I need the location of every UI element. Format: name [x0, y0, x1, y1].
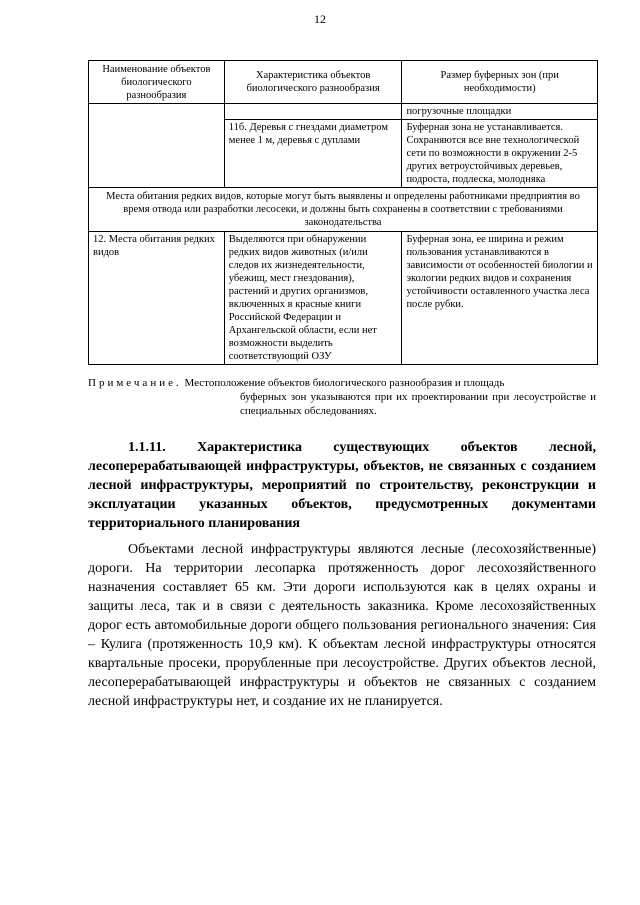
section-number: 1.1.11. [128, 440, 166, 455]
page-number: 12 [314, 12, 326, 26]
header-characteristics: Характеристика объектов биологического разнообразия [224, 61, 402, 104]
table-cell-empty [224, 104, 402, 120]
table-span-cell: Места обитания редких видов, которые могут быть выявлены и определены работниками предприятия во время отвода или разработки лесосеки, и должны быть сохранены в соответствии с требованиями законодательства [89, 188, 598, 232]
table-cell-empty [89, 104, 225, 188]
table-row [89, 232, 598, 365]
note-continuation: буферных зон указываются при их проектировании при лесоустройстве и специальных обследованиях. [240, 391, 596, 417]
note-first-line [88, 376, 596, 390]
table-note [88, 376, 596, 418]
body-paragraph: Объектами лесной инфраструктуры являются лесные (лесохозяйственные) дороги. На территории лесопарка протяженность дорог лесохозяйственного назначения составляет 65 км. Эти дороги используются как в целях охраны и защиты леса, так и в связи с деятельность заказника. Кроме лесохозяйственных дорог есть автомобильные дороги общего пользования регионального значения: Сия – Кулига (протяженность 10,9 км). К объектам лесной инфраструктуры относятся квартальные просеки, прорубленные при лесоустройстве. Других объектов лесной, лесоперерабатывающей инфраструктуры и объектов не связанных с созданием лесной инфраструктуры нет, и создание их не планируется. [88, 542, 596, 709]
table-row-span [89, 188, 598, 232]
note-label: Примечание. [88, 377, 182, 389]
note-text: Местоположение объектов биологического разнообразия и площадь [184, 377, 505, 389]
table-cell: Выделяются при обнаружении редких видов животных (и/или следов их жизнедеятельности, убежищ, мест гнездования), растений и других организмов, включенных в красные книги Российской Федерации и Архангельской области, если нет возможности выделить соответствующий ОЗУ [224, 232, 402, 365]
table-cell: 12. Места обитания редких видов [89, 232, 225, 365]
biodiversity-table [88, 60, 598, 365]
table-cell: Буферная зона не устанавливается. Сохраняются все вне технологической сети по возможности в окружении 2-5 других ветроустойчивых деревьев, подроста, подлеска, молодняка [402, 120, 598, 188]
header-buffer-size: Размер буферных зон (при необходимости) [402, 61, 598, 104]
table-row [89, 104, 598, 120]
header-objects: Наименование объектов биологического разнообразия [89, 61, 225, 104]
table-cell: погрузочные площадки [402, 104, 598, 120]
table-cell: 11б. Деревья с гнездами диаметром менее 1 м, деревья с дуплами [224, 120, 402, 188]
table-cell: Буферная зона, ее ширина и режим пользования устанавливаются в зависимости от особенностей биологии и экологии редких видов и сохранения устойчивости оставленного участка леса после рубки. [402, 232, 598, 365]
section-title: Характеристика существующих объектов лесной, лесоперерабатывающей инфраструктуры, объектов, не связанных с созданием лесной инфраструктуры, мероприятий по строительству, реконструкции и эксплуатации указанных объектов, предусмотренных документами территориального планирования [88, 440, 597, 531]
table-header-row [89, 61, 598, 104]
section-heading [88, 438, 596, 533]
